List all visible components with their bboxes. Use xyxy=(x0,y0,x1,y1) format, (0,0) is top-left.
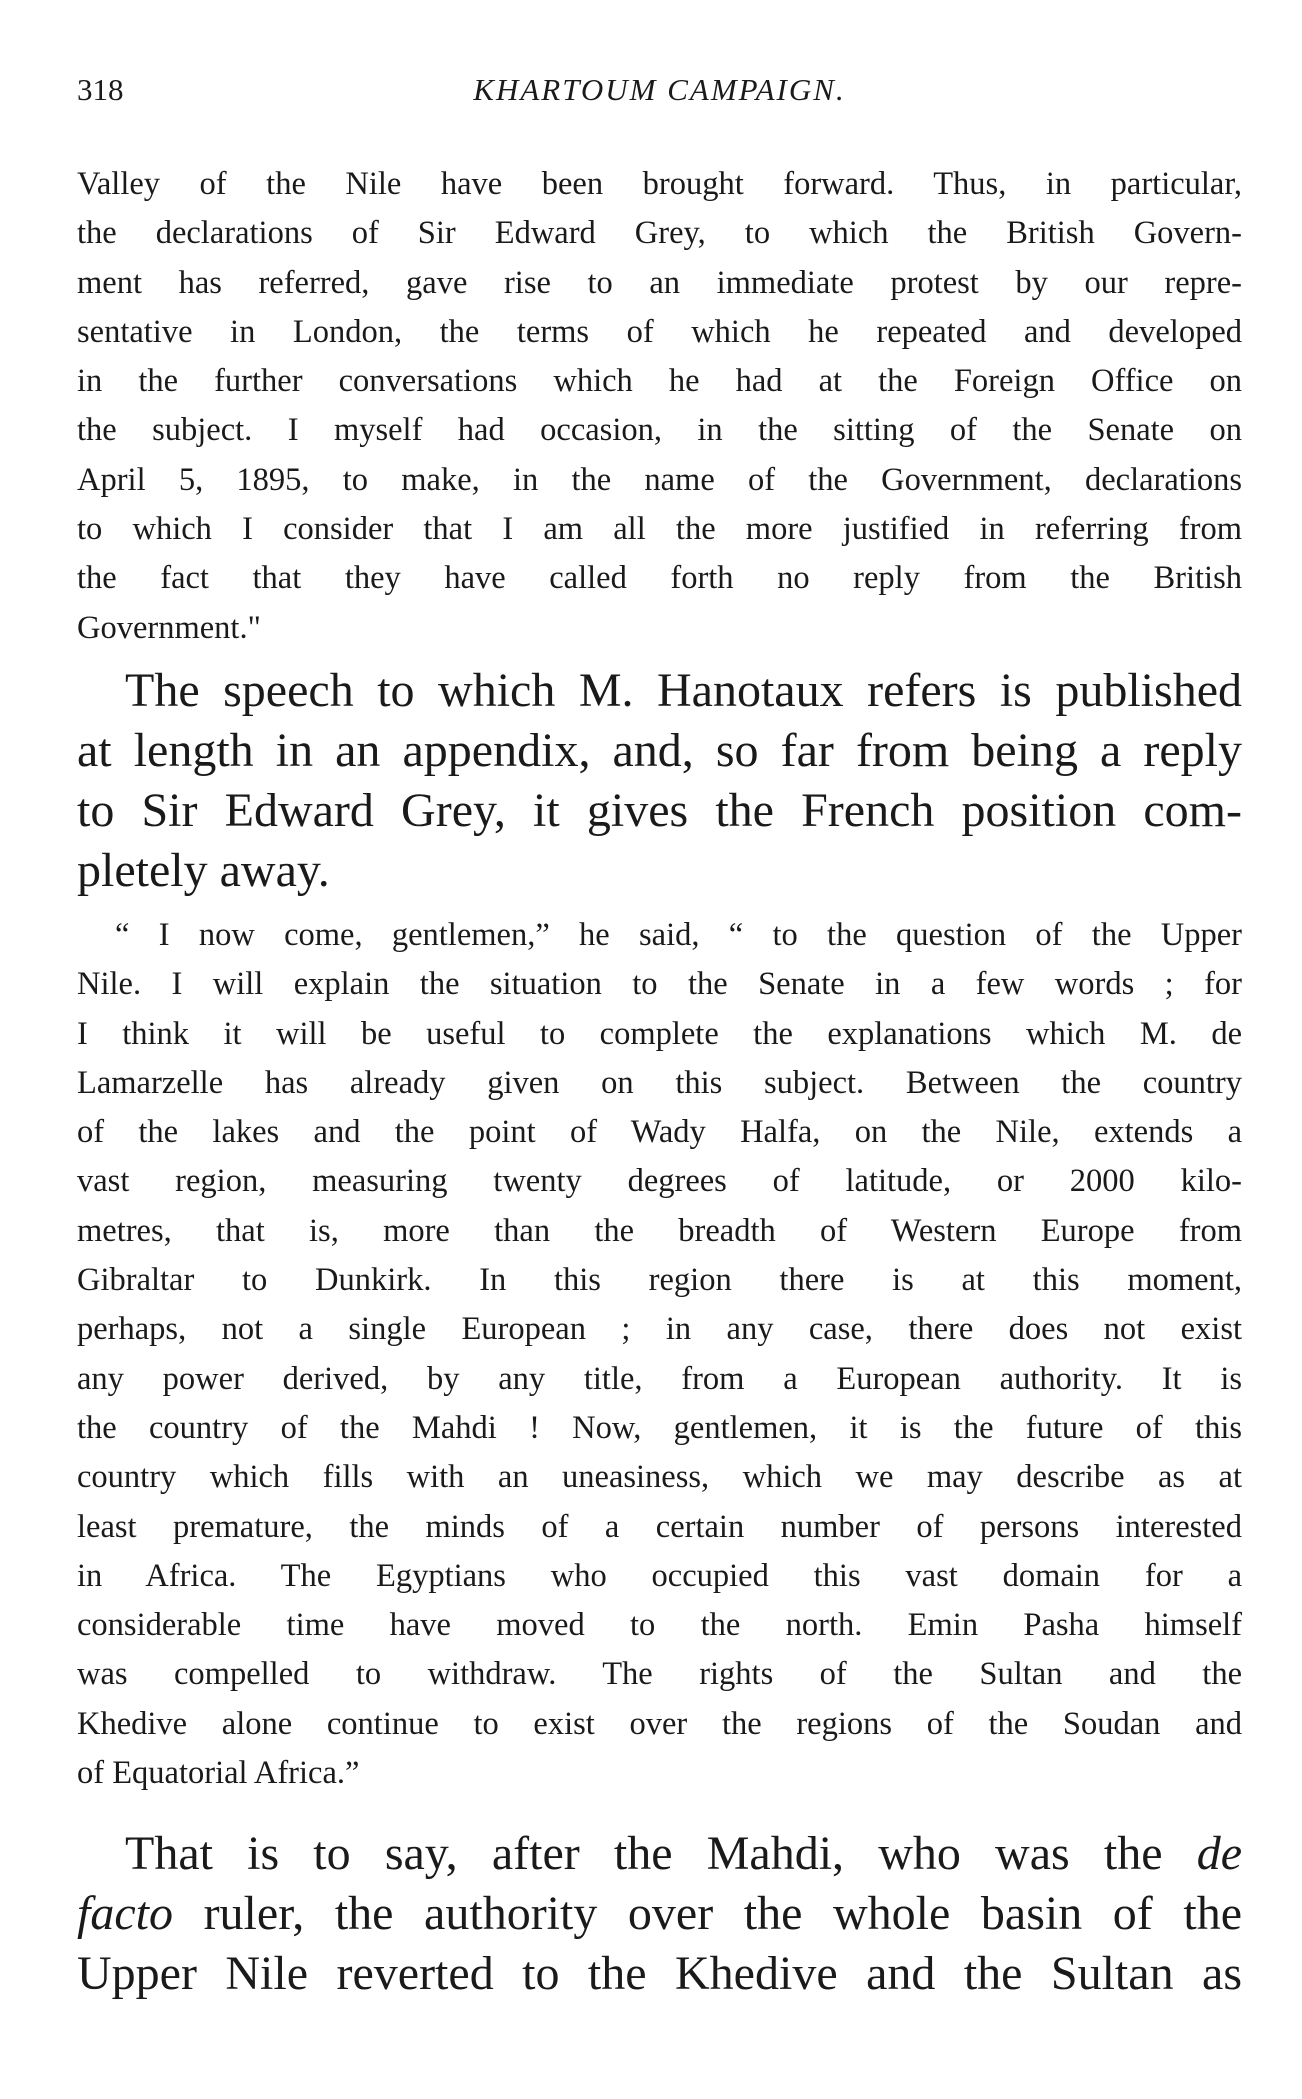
text-line: Lamarzelle has already given on this subject. Between the country xyxy=(77,1064,1242,1101)
quoted-paragraph-2 xyxy=(77,911,1242,1798)
text-line: of Equatorial Africa.” xyxy=(77,1755,360,1792)
text-line xyxy=(77,1824,1242,1884)
text-line: the declarations of Sir Edward Grey, to which the British Govern- xyxy=(77,215,1242,252)
text-line: the country of the Mahdi ! Now, gentlemen, it is the future of this xyxy=(77,1409,1242,1446)
text-run: ruler, the authority over the whole basin of the xyxy=(172,1887,1242,1941)
text-line: country which fills with an uneasiness, which we may describe as at xyxy=(77,1459,1242,1496)
text-line: at length in an appendix, and, so far from being a reply xyxy=(77,723,1242,777)
text-line: the subject. I myself had occasion, in the sitting of the Senate on xyxy=(77,412,1242,449)
italic-text: facto xyxy=(77,1887,173,1941)
text-line: Khedive alone continue to exist over the regions of the Soudan and xyxy=(77,1705,1242,1742)
text-line: Upper Nile reverted to the Khedive and the Sultan as xyxy=(77,1947,1242,2001)
text-line: was compelled to withdraw. The rights of the Sultan and the xyxy=(77,1656,1242,1693)
text-line: to which I consider that I am all the more justified in referring from xyxy=(77,511,1242,548)
text-line: sentative in London, the terms of which he repeated and developed xyxy=(77,313,1242,350)
text-line: the fact that they have called forth no reply from the British xyxy=(77,560,1242,597)
text-run: That is to say, after the Mahdi, who was the xyxy=(125,1827,1197,1881)
italic-text: de xyxy=(1196,1827,1242,1881)
text-line: “ I now come, gentlemen,” he said, “ to the question of the Upper xyxy=(115,916,1242,953)
text-line: in Africa. The Egyptians who occupied this vast domain for a xyxy=(77,1557,1242,1594)
text-line: least premature, the minds of a certain number of persons interested xyxy=(77,1508,1242,1545)
running-head: KHARTOUM CAMPAIGN. xyxy=(473,72,846,107)
text-line: any power derived, by any title, from a European authority. It is xyxy=(77,1360,1242,1397)
text-line: metres, that is, more than the breadth of Western Europe from xyxy=(77,1212,1242,1249)
page-header xyxy=(77,72,1242,122)
body-paragraph-1 xyxy=(77,661,1242,901)
text-line: Gibraltar to Dunkirk. In this region there is at this moment, xyxy=(77,1262,1242,1299)
page-number: 318 xyxy=(77,72,124,107)
text-line: Nile. I will explain the situation to the Senate in a few words ; for xyxy=(77,966,1242,1003)
text-line xyxy=(77,1884,1242,1944)
text-line: I think it will be useful to complete the explanations which M. de xyxy=(77,1015,1242,1052)
text-line: vast region, measuring twenty degrees of latitude, or 2000 kilo- xyxy=(77,1163,1242,1200)
text-line: in the further conversations which he had at the Foreign Office on xyxy=(77,363,1242,400)
text-line: considerable time have moved to the north. Emin Pasha himself xyxy=(77,1607,1242,1644)
text-line: of the lakes and the point of Wady Halfa, on the Nile, extends a xyxy=(77,1114,1242,1151)
body-paragraph-2 xyxy=(77,1824,1242,2004)
text-line: to Sir Edward Grey, it gives the French position com- xyxy=(77,783,1242,837)
quoted-paragraph-1 xyxy=(77,160,1242,653)
text-line: The speech to which M. Hanotaux refers is published xyxy=(125,663,1242,717)
text-line: ment has referred, gave rise to an immediate protest by our repre- xyxy=(77,264,1242,301)
text-line: perhaps, not a single European ; in any case, there does not exist xyxy=(77,1311,1242,1348)
book-page xyxy=(77,72,1242,2004)
text-line: April 5, 1895, to make, in the name of the Government, declarations xyxy=(77,461,1242,498)
text-line: pletely away. xyxy=(77,843,330,897)
text-line: Valley of the Nile have been brought forward. Thus, in particular, xyxy=(77,166,1242,202)
text-line: Government." xyxy=(77,609,261,646)
